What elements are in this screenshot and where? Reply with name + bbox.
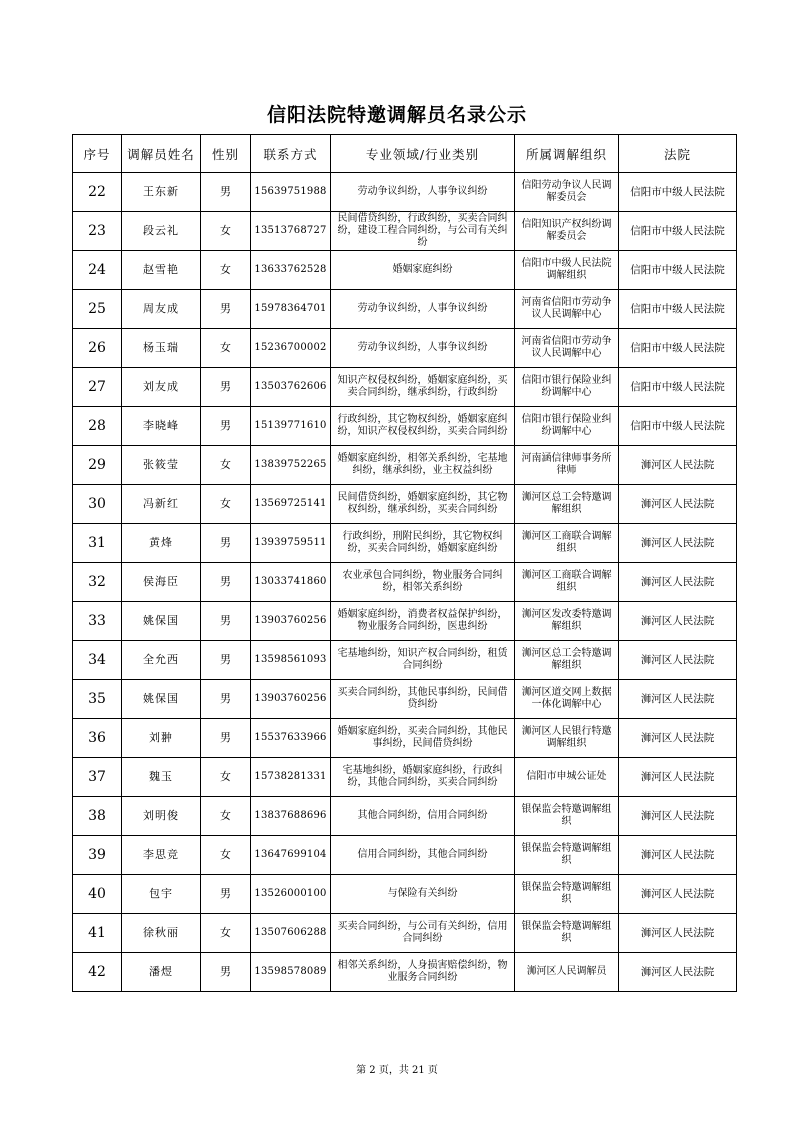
cell-court: 浉河区人民法院 [619,797,737,836]
cell-organization: 浉河区道交网上数据一体化调解中心 [515,680,619,719]
cell-organization: 浉河区人民调解员 [515,953,619,992]
cell-serial-number: 30 [73,485,122,524]
cell-gender: 女 [201,485,251,524]
cell-gender: 女 [201,329,251,368]
cell-contact-phone: 13633762528 [251,251,331,290]
cell-organization: 浉河区工商联合调解组织 [515,563,619,602]
table-row [73,485,737,524]
cell-contact-phone: 13839752265 [251,446,331,485]
cell-contact-phone: 13903760256 [251,602,331,641]
cell-gender: 男 [201,602,251,641]
table-row [73,719,737,758]
cell-mediator-name: 王东新 [122,173,201,212]
cell-court: 信阳市中级人民法院 [619,251,737,290]
cell-court: 信阳市中级人民法院 [619,329,737,368]
header-contact: 联系方式 [251,135,331,173]
cell-contact-phone: 15978364701 [251,290,331,329]
table-row [73,290,737,329]
table-row [73,329,737,368]
table-row [73,602,737,641]
cell-mediator-name: 魏玉 [122,758,201,797]
cell-serial-number: 34 [73,641,122,680]
cell-contact-phone: 13647699104 [251,836,331,875]
cell-court: 浉河区人民法院 [619,446,737,485]
cell-contact-phone: 15139771610 [251,407,331,446]
cell-gender: 女 [201,758,251,797]
table-row [73,173,737,212]
cell-contact-phone: 13503762606 [251,368,331,407]
cell-serial-number: 28 [73,407,122,446]
cell-contact-phone: 13507606288 [251,914,331,953]
cell-contact-phone: 13033741860 [251,563,331,602]
cell-contact-phone: 15738281331 [251,758,331,797]
cell-specialty: 劳动争议纠纷，人事争议纠纷 [331,329,515,368]
table-row [73,680,737,719]
cell-court: 浉河区人民法院 [619,719,737,758]
cell-organization: 银保监会特邀调解组织 [515,797,619,836]
cell-organization: 浉河区人民银行特邀调解组织 [515,719,619,758]
cell-serial-number: 35 [73,680,122,719]
cell-specialty: 婚姻家庭纠纷 [331,251,515,290]
cell-mediator-name: 刘友成 [122,368,201,407]
cell-specialty: 行政纠纷，其它物权纠纷，婚姻家庭纠纷，知识产权侵权纠纷，买卖合同纠纷 [331,407,515,446]
cell-gender: 男 [201,953,251,992]
cell-specialty: 劳动争议纠纷，人事争议纠纷 [331,290,515,329]
header-organization: 所属调解组织 [515,135,619,173]
cell-specialty: 婚姻家庭纠纷，买卖合同纠纷，其他民事纠纷，民间借贷纠纷 [331,719,515,758]
cell-serial-number: 25 [73,290,122,329]
cell-gender: 男 [201,173,251,212]
cell-specialty: 知识产权侵权纠纷，婚姻家庭纠纷，买卖合同纠纷，继承纠纷，行政纠纷 [331,368,515,407]
table-row [73,758,737,797]
cell-court: 浉河区人民法院 [619,602,737,641]
cell-serial-number: 41 [73,914,122,953]
cell-contact-phone: 13569725141 [251,485,331,524]
cell-specialty: 民间借贷纠纷，婚姻家庭纠纷，其它物权纠纷，继承纠纷，买卖合同纠纷 [331,485,515,524]
cell-organization: 浉河区工商联合调解组织 [515,524,619,563]
table-row [73,524,737,563]
cell-organization: 河南省信阳市劳动争议人民调解中心 [515,329,619,368]
cell-mediator-name: 全允西 [122,641,201,680]
cell-gender: 男 [201,875,251,914]
cell-specialty: 买卖合同纠纷，其他民事纠纷，民间借贷纠纷 [331,680,515,719]
header-specialty: 专业领域/行业类别 [331,135,515,173]
cell-contact-phone: 13837688696 [251,797,331,836]
table-row [73,251,737,290]
cell-specialty: 农业承包合同纠纷，物业服务合同纠纷，相邻关系纠纷 [331,563,515,602]
cell-mediator-name: 潘煜 [122,953,201,992]
cell-court: 浉河区人民法院 [619,485,737,524]
cell-organization: 河南省信阳市劳动争议人民调解中心 [515,290,619,329]
table-row [73,914,737,953]
cell-mediator-name: 张筱莹 [122,446,201,485]
cell-court: 浉河区人民法院 [619,563,737,602]
cell-contact-phone: 13939759511 [251,524,331,563]
cell-gender: 女 [201,251,251,290]
cell-court: 浉河区人民法院 [619,641,737,680]
header-gender: 性别 [201,135,251,173]
cell-organization: 信阳劳动争议人民调解委员会 [515,173,619,212]
table-row [73,875,737,914]
cell-contact-phone: 15537633966 [251,719,331,758]
cell-serial-number: 39 [73,836,122,875]
table-row [73,797,737,836]
cell-mediator-name: 黄烽 [122,524,201,563]
cell-organization: 银保监会特邀调解组织 [515,875,619,914]
cell-organization: 银保监会特邀调解组织 [515,914,619,953]
cell-court: 浉河区人民法院 [619,758,737,797]
cell-organization: 信阳市银行保险业纠纷调解中心 [515,368,619,407]
cell-gender: 女 [201,212,251,251]
cell-court: 浉河区人民法院 [619,875,737,914]
header-serial-number: 序号 [73,135,122,173]
table-row [73,836,737,875]
cell-specialty: 其他合同纠纷，信用合同纠纷 [331,797,515,836]
table-row [73,641,737,680]
cell-gender: 男 [201,524,251,563]
cell-mediator-name: 侯海臣 [122,563,201,602]
cell-gender: 男 [201,407,251,446]
cell-mediator-name: 李晓峰 [122,407,201,446]
cell-specialty: 劳动争议纠纷，人事争议纠纷 [331,173,515,212]
cell-gender: 男 [201,680,251,719]
cell-contact-phone: 15236700002 [251,329,331,368]
cell-court: 浉河区人民法院 [619,953,737,992]
cell-gender: 男 [201,641,251,680]
table-body [73,173,737,992]
cell-mediator-name: 赵雪艳 [122,251,201,290]
cell-specialty: 信用合同纠纷，其他合同纠纷 [331,836,515,875]
cell-gender: 女 [201,914,251,953]
cell-serial-number: 32 [73,563,122,602]
cell-specialty: 民间借贷纠纷，行政纠纷，买卖合同纠纷，建设工程合同纠纷，与公司有关纠纷 [331,212,515,251]
cell-serial-number: 27 [73,368,122,407]
cell-organization: 浉河区发改委特邀调解组织 [515,602,619,641]
cell-serial-number: 29 [73,446,122,485]
cell-mediator-name: 徐秋丽 [122,914,201,953]
cell-organization: 信阳市中级人民法院调解组织 [515,251,619,290]
cell-mediator-name: 冯新红 [122,485,201,524]
table-row [73,563,737,602]
cell-mediator-name: 刘翀 [122,719,201,758]
cell-serial-number: 26 [73,329,122,368]
cell-serial-number: 37 [73,758,122,797]
cell-serial-number: 22 [73,173,122,212]
cell-mediator-name: 姚保国 [122,680,201,719]
table-row [73,212,737,251]
cell-mediator-name: 姚保国 [122,602,201,641]
cell-contact-phone: 13513768727 [251,212,331,251]
cell-specialty: 婚姻家庭纠纷，消费者权益保护纠纷，物业服务合同纠纷，医患纠纷 [331,602,515,641]
cell-organization: 信阳市银行保险业纠纷调解中心 [515,407,619,446]
cell-gender: 男 [201,719,251,758]
cell-specialty: 行政纠纷，刑附民纠纷，其它物权纠纷，买卖合同纠纷，婚姻家庭纠纷 [331,524,515,563]
cell-mediator-name: 包宇 [122,875,201,914]
cell-court: 浉河区人民法院 [619,524,737,563]
mediator-roster-table [72,134,737,992]
cell-gender: 女 [201,836,251,875]
cell-gender: 男 [201,290,251,329]
cell-specialty: 宅基地纠纷，婚姻家庭纠纷，行政纠纷，其他合同纠纷，买卖合同纠纷 [331,758,515,797]
cell-organization: 信阳市申城公证处 [515,758,619,797]
cell-court: 浉河区人民法院 [619,836,737,875]
cell-organization: 浉河区总工会特邀调解组织 [515,641,619,680]
cell-organization: 信阳知识产权纠纷调解委员会 [515,212,619,251]
cell-court: 信阳市中级人民法院 [619,212,737,251]
cell-specialty: 买卖合同纠纷，与公司有关纠纷，信用合同纠纷 [331,914,515,953]
cell-mediator-name: 段云礼 [122,212,201,251]
cell-mediator-name: 李思竞 [122,836,201,875]
page-footer: 第 2 页，共 21 页 [356,1065,438,1076]
table-row [73,446,737,485]
cell-organization: 河南涵信律师事务所律师 [515,446,619,485]
cell-contact-phone: 13903760256 [251,680,331,719]
cell-court: 信阳市中级人民法院 [619,173,737,212]
cell-specialty: 相邻关系纠纷，人身损害赔偿纠纷，物业服务合同纠纷 [331,953,515,992]
cell-serial-number: 24 [73,251,122,290]
cell-organization: 浉河区总工会特邀调解组织 [515,485,619,524]
cell-contact-phone: 13598561093 [251,641,331,680]
cell-serial-number: 36 [73,719,122,758]
cell-court: 信阳市中级人民法院 [619,368,737,407]
cell-court: 信阳市中级人民法院 [619,290,737,329]
table-row [73,368,737,407]
table-header-row [73,135,737,173]
table-row [73,407,737,446]
cell-serial-number: 23 [73,212,122,251]
cell-specialty: 与保险有关纠纷 [331,875,515,914]
cell-specialty: 宅基地纠纷，知识产权合同纠纷，租赁合同纠纷 [331,641,515,680]
cell-gender: 男 [201,563,251,602]
cell-gender: 男 [201,368,251,407]
header-mediator-name: 调解员姓名 [122,135,201,173]
cell-mediator-name: 杨玉瑞 [122,329,201,368]
header-court: 法院 [619,135,737,173]
table-row [73,953,737,992]
cell-court: 浉河区人民法院 [619,914,737,953]
cell-contact-phone: 15639751988 [251,173,331,212]
cell-serial-number: 31 [73,524,122,563]
cell-gender: 女 [201,797,251,836]
cell-mediator-name: 刘明俊 [122,797,201,836]
cell-serial-number: 33 [73,602,122,641]
cell-specialty: 婚姻家庭纠纷，相邻关系纠纷，宅基地纠纷，继承纠纷，业主权益纠纷 [331,446,515,485]
cell-court: 浉河区人民法院 [619,680,737,719]
cell-mediator-name: 周友成 [122,290,201,329]
cell-contact-phone: 13526000100 [251,875,331,914]
cell-serial-number: 40 [73,875,122,914]
cell-serial-number: 38 [73,797,122,836]
cell-organization: 银保监会特邀调解组织 [515,836,619,875]
cell-contact-phone: 13598578089 [251,953,331,992]
cell-court: 信阳市中级人民法院 [619,407,737,446]
cell-gender: 女 [201,446,251,485]
cell-serial-number: 42 [73,953,122,992]
page-title: 信阳法院特邀调解员名录公示 [266,104,527,126]
